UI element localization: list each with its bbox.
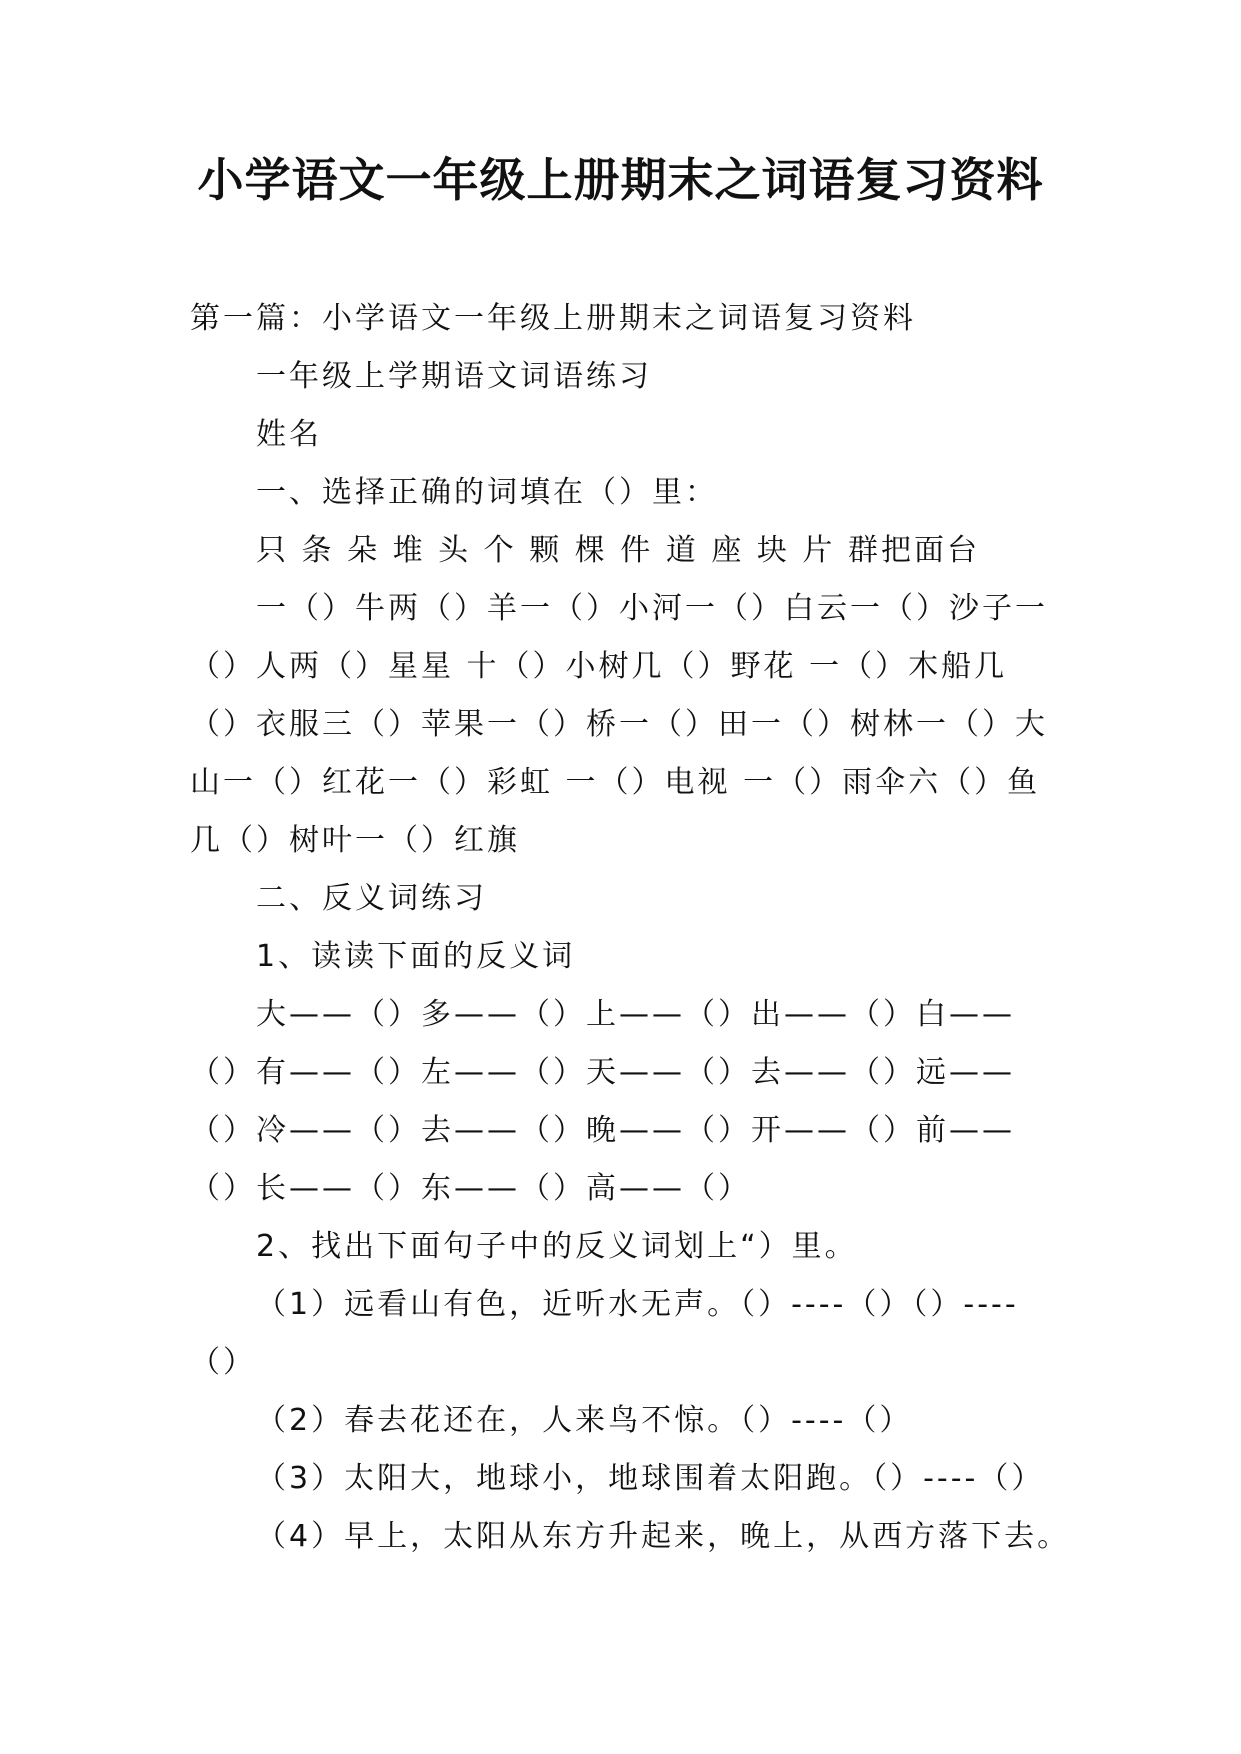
sentence-item: （3）太阳大，地球小，地球围着太阳跑。（）----（） — [256, 1461, 1045, 1496]
measure-word-line: 山一（）红花一（）彩虹 一（）电视 一（）雨伞六（）鱼 — [190, 765, 1041, 800]
subsection-two-heading: 2、找出下面句子中的反义词划上“）里。 — [256, 1229, 858, 1264]
antonym-line: （）有——（）左——（）天——（）去——（）远—— — [190, 1055, 1015, 1090]
worksheet-subtitle: 一年级上学期语文词语练习 — [256, 359, 652, 394]
document-title: 小学语文一年级上册期末之词语复习资料 — [197, 153, 1044, 207]
antonym-line: （）长——（）东——（）高——（） — [190, 1171, 751, 1206]
subsection-one-heading: 1、读读下面的反义词 — [256, 939, 576, 974]
measure-word-bank: 只 条 朵 堆 头 个 颗 棵 件 道 座 块 片 群把面台 — [256, 533, 980, 568]
measure-word-line: （）衣服三（）苹果一（）桥一（）田一（）树林一（）大 — [190, 707, 1048, 742]
name-label: 姓名 — [256, 417, 322, 452]
antonym-line: （）冷——（）去——（）晚——（）开——（）前—— — [190, 1113, 1015, 1148]
measure-word-line: 一（）牛两（）羊一（）小河一（）白云一（）沙子一 — [256, 591, 1048, 626]
section-one-heading: 一、选择正确的词填在（）里： — [256, 475, 718, 510]
measure-word-line: 几（）树叶一（）红旗 — [190, 823, 520, 858]
measure-word-line: （）人两（）星星 十（）小树几（）野花 一（）木船几 — [190, 649, 1008, 684]
sentence-item: （2）春去花还在，人来鸟不惊。（）----（） — [256, 1403, 913, 1438]
sentence-one-line: （） — [190, 1345, 256, 1380]
antonym-line: 大——（）多——（）上——（）出——（）白—— — [256, 997, 1015, 1032]
document-body — [190, 290, 1070, 1566]
chapter-heading: 第一篇：小学语文一年级上册期末之词语复习资料 — [190, 301, 916, 336]
sentence-item: （4）早上，太阳从东方升起来，晚上，从西方落下去。 — [256, 1519, 1070, 1554]
sentence-one-line: （1）远看山有色，近听水无声。（）----（）（）---- — [256, 1287, 1019, 1322]
section-two-heading: 二、反义词练习 — [256, 881, 487, 916]
